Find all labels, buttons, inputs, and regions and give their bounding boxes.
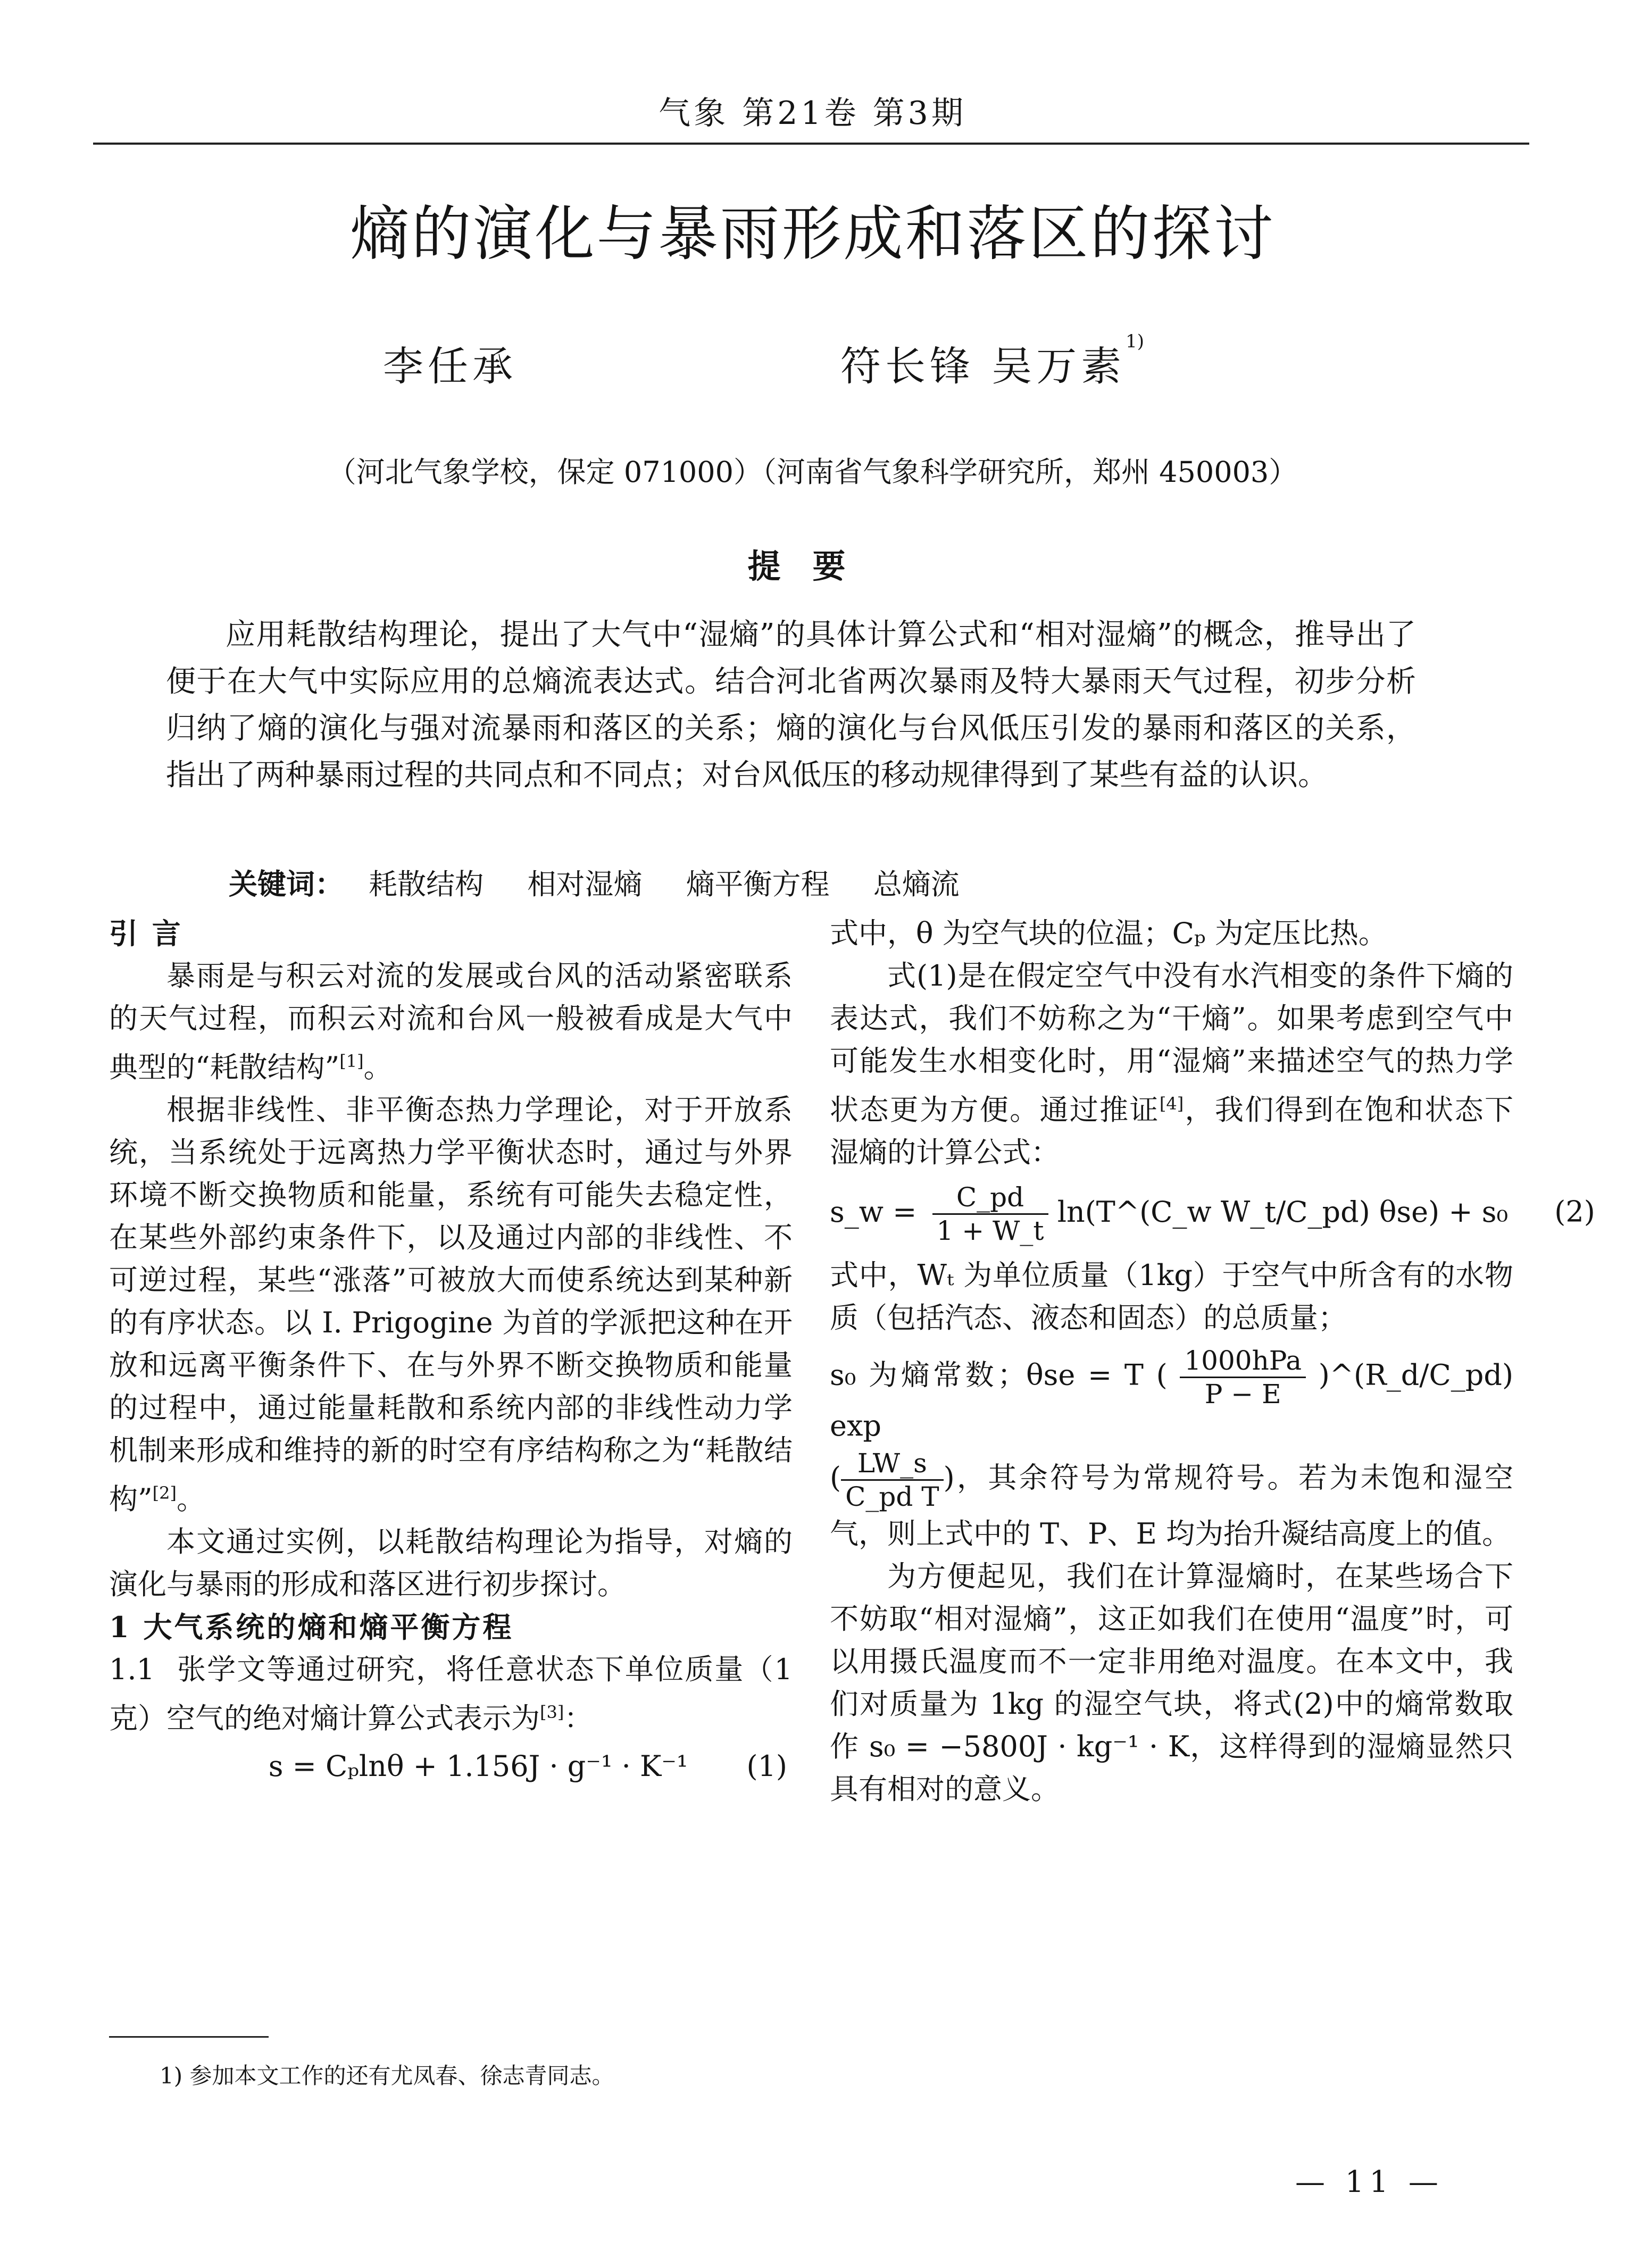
footnote-rule	[109, 2036, 269, 2038]
fraction: $\frac{LW\_s}{\text{C\_pd T}}$	[841, 1447, 944, 1513]
page-number: — 11 —	[1295, 2165, 1444, 2199]
paragraph: 式中，Wₜ 为单位质量（1kg）于空气中所含有的水物质（包括汽态、液态和固态）的总质量；	[830, 1258, 1513, 1335]
keyword: 熵平衡方程	[686, 868, 830, 901]
keywords	[229, 862, 994, 903]
author-footnote-mark: 1)	[1126, 331, 1145, 352]
citation: [4]	[1159, 1094, 1184, 1114]
author-right	[840, 331, 1145, 392]
keyword: 耗散结构	[369, 868, 484, 901]
paragraph: 式(1)是在假定空气中没有水汽相变的条件下熵的表达式，我们不妨称之为“干熵”。如果考虑到空气中可能发生水相变化时，用“湿熵”来描述空气的热力学状态更为方便。通过推证[4]，我们得到在饱和状态下湿熵的计算公式：	[830, 959, 1514, 1169]
citation: [1]	[339, 1051, 364, 1071]
paragraph: 暴雨是与积云对流的发展或台风的活动紧密联系的天气过程，而积云对流和台风一般被看成是大气中典型的“耗散结构”[1]。	[109, 959, 793, 1084]
citation: [3]	[540, 1702, 564, 1722]
paragraph: 1.1 张学文等通过研究，将任意状态下单位质量（1 克）空气的绝对熵计算公式表示为[3]：	[109, 1653, 793, 1735]
right-column	[830, 912, 1595, 1811]
keyword: 总熵流	[873, 868, 960, 901]
keywords-label: 关键词：	[229, 867, 344, 901]
abstract-title: 提要	[747, 547, 878, 586]
affiliation: （河北气象学校，保定 071000）（河南省气象科学研究所，郑州 450003）	[327, 455, 1298, 489]
abstract-text: 应用耗散结构理论，提出了大气中“湿熵”的具体计算公式和“相对湿熵”的概念，推导出了便于在大气中实际应用的总熵流表达式。结合河北省两次暴雨及特大暴雨天气过程，初步分析归纳了熵的演化与强对流暴雨和落区的关系；熵的演化与台风低压引发的暴雨和落区的关系，指出了两种暴雨过程的共同点和不同点；对台风低压的移动规律得到了某些有益的认识。	[166, 618, 1416, 793]
keyword: 相对湿熵	[527, 868, 643, 901]
paragraph: 式中，θ 为空气块的位温；Cₚ 为定压比热。	[830, 916, 1387, 950]
abstract	[166, 612, 1416, 799]
equation-1: s = Cₚlnθ + 1.156J · g⁻¹ · K⁻¹ (1)	[268, 1749, 787, 1783]
paragraph: 本文通过实例，以耗散结构理论为指导，对熵的演化与暴雨的形成和落区进行初步探讨。	[109, 1525, 793, 1601]
section-heading: 1 大气系统的熵和熵平衡方程	[109, 1610, 514, 1644]
journal-header: 气象 第21卷 第3期	[659, 95, 966, 132]
citation: [2]	[152, 1483, 177, 1503]
paragraph: ( $\frac{LW\_s}{\text{C\_pd T}}$ )，其余符号为常规符号。若为未饱和湿空气，则上式中的 T、P、E 均为抬升凝结高度上的值。	[830, 1448, 1513, 1550]
header-rule	[93, 143, 1529, 145]
paper-title: 熵的演化与暴雨形成和落区的探讨	[349, 199, 1276, 269]
author-left: 李任承	[383, 343, 517, 390]
equation-2: s_w = $\frac{C\_pd}{1 + W\_t}$ ln(T^(C_w W_t/C_pd) θse) + s₀ (2)	[830, 1182, 1595, 1246]
fraction: $\frac{\text{1000hPa}}{P - E}$	[1180, 1345, 1306, 1410]
footnote: 1) 参加本文工作的还有尤凤春、徐志青同志。	[160, 2063, 614, 2089]
subsection-number: 1.1	[109, 1653, 155, 1686]
author-right-names: 符长锋 吴万素	[840, 343, 1126, 390]
paragraph: 根据非线性、非平衡态热力学理论，对于开放系统，当系统处于远离热力学平衡状态时，通过与外界环境不断交换物质和能量，系统有可能失去稳定性，在某些外部约束条件下，以及通过内部的非线性、不可逆过程，某些“涨落”可被放大而使系统达到某种新的有序状态。以 I. Prigogine 为首的学派把这种在开放和远离平衡条件下、在与外界不断交换物质和能量的过程中，通过能量耗散和系统内部的非线性动力学机制来形成和维持的新的时空有序结构称之为“耗散结构”[2]。	[109, 1093, 793, 1516]
intro-heading: 引 言	[109, 916, 183, 950]
left-column	[109, 912, 793, 1788]
paragraph: s₀ 为熵常数；θse = T ( $\frac{\text{1000hPa}}{P - E}$ )^(R_d/C_pd) exp	[830, 1345, 1514, 1442]
fraction: $\frac{C\_pd}{1 + W\_t}$	[932, 1181, 1048, 1247]
paragraph: 为方便起见，我们在计算湿熵时，在某些场合下不妨取“相对湿熵”，这正如我们在使用“温度”时，可以用摄氏温度而不一定非用绝对温度。在本文中，我们对质量为 1kg 的湿空气块，将式(2)中的熵常数取作 s₀ = −5800J · kg⁻¹ · K，这样得到的湿熵显然只具有相对的意义。	[830, 1560, 1513, 1806]
equation-number: (1)	[746, 1749, 787, 1783]
equation-number: (2)	[1554, 1195, 1595, 1229]
